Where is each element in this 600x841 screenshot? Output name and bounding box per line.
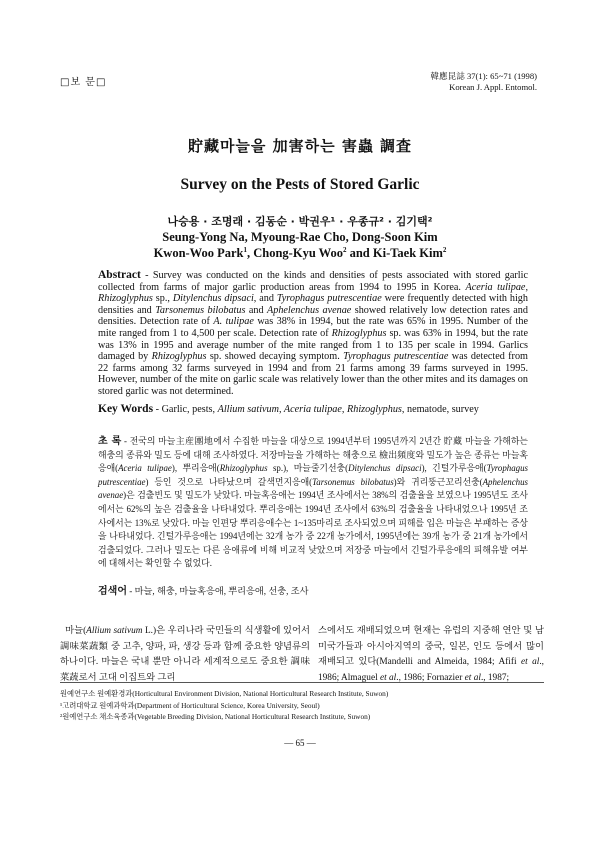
body-text: ., 1986; Almaguel	[318, 657, 544, 683]
abstract-text: was detected from 22 farms among 32 farms surveyed in 1994 and from 21 farms among 39 farms surveyed in 1995. However, number of the mite on garlic scale was relatively lower than the other mites and its damages on stored garlic was not determined.	[98, 351, 528, 397]
body-text: ., 1987;	[480, 672, 510, 683]
korean-keywords-text: - 마늘, 해충, 마늘혹응애, 뿌리응애, 선충, 조사	[126, 586, 309, 596]
korean-abstract-text: ), 뿌리응애(	[171, 463, 220, 474]
author-name: , Chong-Kyu Woo	[247, 246, 343, 260]
species-name: Tarsonemus bilobatus	[312, 476, 394, 487]
species-name: Rhizoglyphus	[151, 351, 207, 363]
affiliation-mark: 2	[342, 245, 347, 254]
abstract-text: showed relatively low detection rates and densities. Detection rate of	[98, 304, 528, 328]
korean-keywords	[98, 582, 308, 597]
citation-etal: et al	[520, 657, 540, 667]
abstract-text: , and	[253, 293, 277, 305]
species-name: Ditylenchus dipsaci	[348, 463, 422, 474]
body-column-right	[318, 624, 544, 686]
authors-english-line1: Seung-Yong Na, Myoung-Rae Cho, Dong-Soon Kim	[162, 230, 438, 244]
journal-citation-line2: Korean J. Appl. Entomol.	[449, 82, 537, 92]
section-label: □보 문□	[60, 77, 107, 88]
abstract-label: Abstract	[98, 269, 141, 281]
page-number: — 65 —	[284, 738, 316, 748]
body-column-left	[60, 624, 310, 686]
body-text: 스에서도 재배되었으며 현재는 유럽의 지중해 연안 및 남미국가들과 아시아지역의 중국, 일본, 인도 등에서 많이 재배되고 있다(Mandelli and Almeida, 1984; Afifi	[318, 626, 544, 667]
body-text: L.)은 우리나라 국민들의 식생활에 있어서 調味菜蔬類 중 고추, 양파, 파, 생강 등과 함께 중요한 양념류의 하나이다. 마늘은 국내 뿐만 아니라 세계적으로도 중요한 調味菜蔬로서 고대 이집트와 그리	[60, 626, 310, 683]
korean-abstract-text: sp.), 마늘줄기선충(	[267, 463, 349, 474]
species-name: Aphelenchus avenae	[267, 304, 352, 316]
species-name: Tyrophagus putrescentiae	[276, 293, 382, 305]
body-text: 마늘(	[65, 626, 87, 636]
korean-abstract-label: 초 록	[98, 436, 122, 447]
species-name: Tarsonemus bilobatus	[155, 304, 246, 316]
abstract-text: was 38% in 1994, but the rate was 65% in 1995. Number of the mite ranged from 1 to 4,500 per scale. Detection rate of	[98, 316, 528, 339]
affiliation-mark: 1	[243, 245, 247, 254]
abstract-text: Survey was conducted on the kinds and densities of pests associated with stored garlic collected from farms of major garlic production areas from 1994 to 1995 in Korea.	[98, 270, 528, 293]
species-name: A. tulipae	[213, 316, 254, 328]
keywords	[98, 403, 528, 415]
species-name: Ditylenchus dipsaci	[172, 293, 254, 305]
authors-english-line2	[0, 246, 600, 261]
korean-abstract-text: - 전국의 마늘主産團地에서 수집한 마늘을 대상으로 1994년부터 1995년까지 2년간 貯藏 마늘을 가해하는 해충의 종류와 밀도 등에 대해 조사하였다. 저장마늘을 가해하는 해충으로 檢出頻度와 밀도가 높은 종류는 마늘혹응애(	[98, 436, 528, 474]
keywords-text: , nematode, survey	[401, 404, 479, 415]
abstract-text: sp. was 63% in 1994, but the rate was 13% in 1995 and average number of the mite ranged from 1 to 135 per scale in 1994. Garlics damaged by	[98, 327, 528, 363]
author-name: and Ki-Taek Kim	[346, 246, 443, 260]
footnote: 원예연구소 원예환경과(Horticultural Environment Division, National Horticultural Research Institute, Suwon)	[60, 689, 389, 698]
citation-etal: et al	[464, 672, 481, 683]
species-name: Rhizoglyphus	[219, 463, 268, 474]
abstract-text: sp.,	[152, 293, 173, 305]
body-text: ., 1986; Fornazier	[396, 672, 465, 683]
species-name: Aphelenchus avenae	[98, 476, 528, 501]
abstract-text: and	[245, 304, 267, 316]
species-name: Aceria tulipae	[118, 463, 172, 474]
footnote: ¹고려대학교 원예과학과(Department of Horticultural Science, Korea University, Seoul)	[60, 700, 320, 710]
species-name: Aceria tulipae, Rhizoglyphus	[98, 281, 528, 305]
species-name: Tyrophagus putrescentiae	[98, 463, 528, 487]
footnote-divider	[60, 682, 544, 683]
korean-abstract-text: ) 등인 것으로 나타났으며 갈색먼지응애(	[145, 476, 313, 487]
korean-abstract-text: )은 검출빈도 및 밀도가 낮았다. 마늘혹응애는 1994년 조사에서는 38%의 검출율을 보였으나 1995년도 조사에서는 62%의 높은 검출율을 나타내었다. 뿌리응애는 1994년 조사에서 63%의 검출율을 나타내었으나 1995년 조사에서는 13%로 낮았다. 마늘 인편당 뿌리응애수는 1~135마리로 조사되었으며 피해를 입은 마늘은 부패하는 증상을 나타내었다. 긴털가루응애는 1994년에는 32개 농가 중 22개 농가에서, 1995년에는 39개 농가 중 21개 농가에서 검출되었다. 그러나 밀도는 다른 응애류에 비해 비교적 낮았으며 저장중 마늘에서 긴털가루응애의 피해유발 여부에 대해서는 확인할 수 없었다.	[98, 490, 528, 569]
citation-etal: et al	[379, 672, 397, 683]
keywords-text: Garlic, pests,	[161, 404, 218, 415]
affiliation-mark: 2	[442, 245, 447, 254]
footnote: ²원예연구소 채소육종과(Vegetable Breeding Division, National Horticultural Research Institute, Suwon)	[60, 712, 371, 721]
korean-abstract	[98, 435, 528, 571]
authors-korean: 나승용 · 조명래 · 김동순 · 박권우¹ · 우종규² · 김기택²	[167, 215, 433, 228]
keywords-dash: -	[153, 404, 162, 415]
abstract-text: sp. showed decaying symptom.	[206, 351, 344, 363]
abstract-text: were frequently detected with high densities and	[98, 293, 528, 316]
title-english: Survey on the Pests of Stored Garlic	[180, 176, 420, 193]
species-name: Rhizoglyphus	[331, 327, 387, 339]
species-name: Allium sativum	[86, 626, 143, 636]
abstract-dash: -	[140, 270, 153, 281]
journal-citation	[430, 71, 537, 93]
korean-keywords-label: 검색어	[98, 586, 127, 597]
korean-abstract-text: ), 긴털가루응애(	[421, 463, 487, 474]
korean-abstract-text: )와 귀리뚱근꼬리선충(	[393, 476, 483, 487]
author-name: Kwon-Woo Park	[153, 246, 244, 260]
keywords-label: Key Words	[98, 403, 154, 415]
species-name: Tyrophagus putrescentiae	[343, 351, 449, 363]
journal-citation-line1: 韓應昆誌 37(1): 65~71 (1998)	[430, 71, 537, 81]
title-korean: 貯藏마늘을 加害하는 害蟲 調査	[187, 137, 413, 155]
abstract	[98, 270, 528, 398]
footnotes	[60, 688, 388, 723]
keywords-species: Allium sativum, Aceria tulipae, Rhizoglyphus	[217, 404, 402, 415]
